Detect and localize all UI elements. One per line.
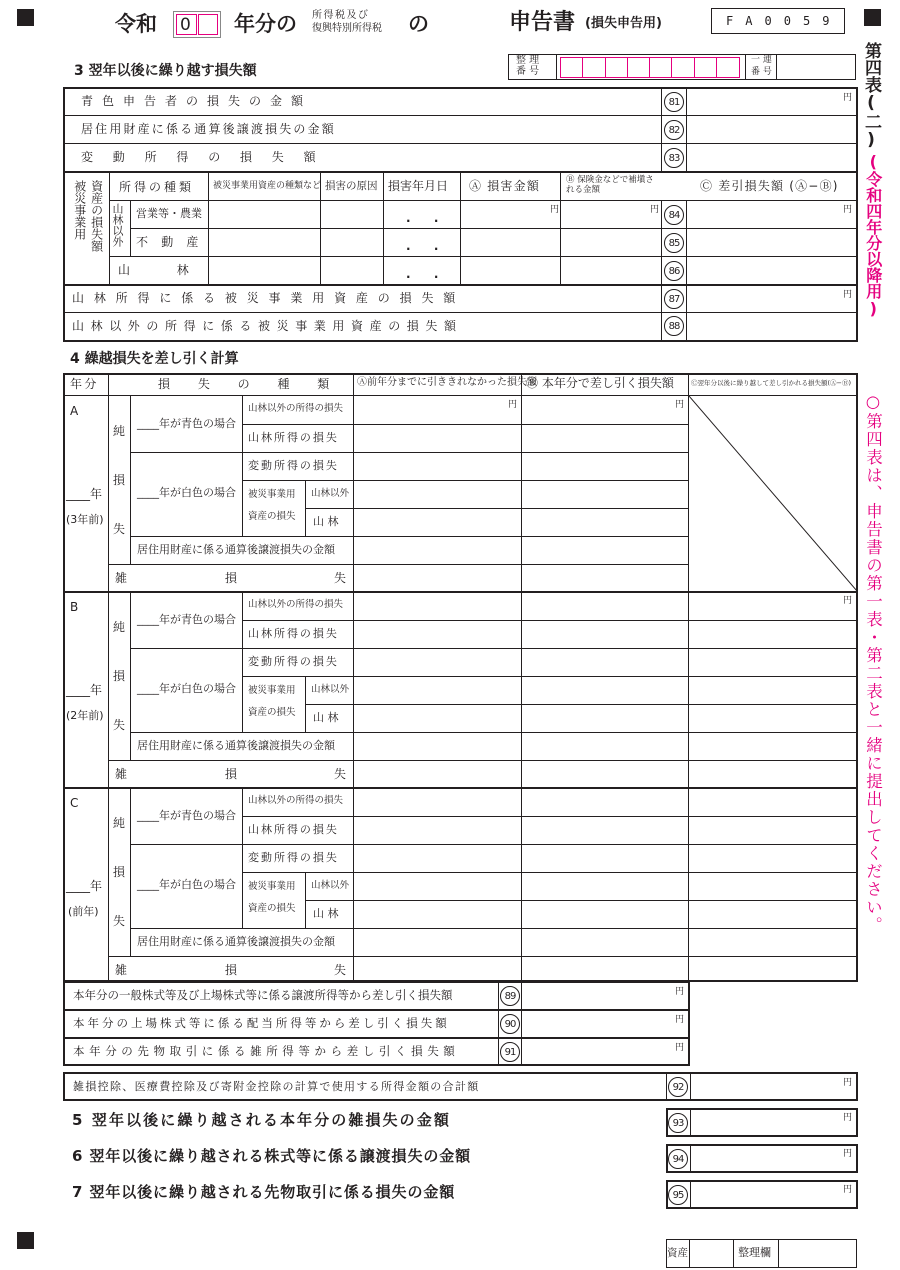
row86-insurance[interactable]: [562, 258, 658, 282]
header-col-a: Ⓐ前年分までに引ききれなかった損失額: [357, 377, 537, 388]
diagonal-strike: [689, 396, 857, 591]
year-suffix: 年分の: [234, 12, 297, 36]
form-title: 申告書: [509, 10, 576, 35]
registration-mark-top-right: [864, 9, 881, 26]
section7-title: 7 翌年以後に繰り越される先物取引に係る損失の金額: [72, 1183, 456, 1201]
circle-number-86: 86: [664, 261, 684, 281]
year-digit-2[interactable]: [198, 14, 218, 35]
form-code: F A 0 0 5 9: [726, 14, 832, 28]
section4-title: 4 繰越損失を差し引く計算: [70, 351, 239, 367]
circle-number-94: 94: [668, 1149, 688, 1169]
circle-number-85: 85: [664, 233, 684, 253]
row95-amount[interactable]: [692, 1192, 855, 1207]
registration-mark-top-left: [17, 9, 34, 26]
row92-amount[interactable]: [692, 1084, 855, 1099]
row82-amount[interactable]: [688, 118, 854, 141]
header-cause: 損害の原因: [325, 180, 378, 192]
row84-asset-type[interactable]: [210, 202, 318, 226]
row83-amount[interactable]: [688, 146, 854, 169]
header-damage-a: Ⓐ 損害金額: [469, 179, 541, 193]
circle-number-81: 81: [664, 92, 684, 112]
seiri-ran-input[interactable]: [780, 1241, 855, 1266]
row81-label: 青色申告者の損失の金額: [81, 94, 313, 108]
row89-amount[interactable]: [523, 993, 687, 1008]
header-loss-type: 損 失 の 種 類: [158, 377, 342, 391]
asset-input[interactable]: [691, 1241, 731, 1266]
row81-amount[interactable]: [688, 98, 854, 114]
row85-damage[interactable]: [462, 230, 558, 254]
row86-cause[interactable]: [322, 258, 381, 282]
row87-amount[interactable]: [688, 296, 854, 311]
circle-number-87: 87: [664, 289, 684, 309]
section6-title: 6 翌年以後に繰り越される株式等に係る譲渡損失の金額: [72, 1147, 472, 1165]
asset-label: 資産: [667, 1247, 688, 1259]
no-label: の: [408, 12, 429, 36]
header-col-b: Ⓑ 本年分で差し引く損失額: [526, 376, 674, 390]
circle-number-91: 91: [500, 1042, 520, 1062]
row85-net[interactable]: [688, 230, 854, 254]
year-digit-1[interactable]: 0: [176, 14, 197, 35]
section3-title: 3 翌年以後に繰り越す損失額: [74, 63, 257, 79]
row82-label: 居住用財産に係る通算後譲渡損失の金額: [81, 122, 336, 136]
row86-asset-type[interactable]: [210, 258, 318, 282]
row91-label: 本年分の先物取引に係る雑所得等から差し引く損失額: [73, 1044, 460, 1058]
row84-damage[interactable]: [462, 210, 558, 226]
circle-number-82: 82: [664, 120, 684, 140]
row92-label: 雑損控除、医療費控除及び寄附金控除の計算で使用する所得金額の合計額: [73, 1080, 480, 1093]
seiri-ran-label: 整理欄: [738, 1246, 771, 1259]
circle-number-83: 83: [664, 148, 684, 168]
table-label: 第四表(二): [861, 42, 881, 150]
disaster-side-label-a: 被災事業用: [72, 180, 87, 240]
row88-amount[interactable]: [688, 314, 854, 339]
circle-number-89: 89: [500, 986, 520, 1006]
era-label: 令和: [115, 12, 157, 36]
row93-amount[interactable]: [692, 1120, 855, 1135]
row86-net[interactable]: [688, 258, 854, 282]
seiri-bango-input[interactable]: [560, 57, 740, 78]
circle-number-93: 93: [668, 1113, 688, 1133]
row85-cause[interactable]: [322, 230, 381, 254]
header-insurance-b: Ⓑ 保険金などで補塡される金額: [566, 175, 654, 195]
row94-amount[interactable]: [692, 1156, 855, 1171]
header-income-type: 所得の種類: [119, 180, 195, 194]
row88-label: 山林以外の所得に係る被災事業用資産の損失額: [72, 319, 463, 333]
submission-note: ○第四表は、申告書の第一表・第二表と一緒に提出してください。: [863, 392, 883, 935]
circle-number-90: 90: [500, 1014, 520, 1034]
applicability-note: (令和四年分以降用): [863, 152, 883, 318]
row83-label: 変動所得の損失額: [81, 150, 336, 164]
row85-insurance[interactable]: [562, 230, 658, 254]
header-col-c: Ⓒ翌年分以後に繰り越して差し引かれる損失額(Ⓐ−Ⓑ): [691, 379, 852, 387]
header-net-c: Ⓒ 差引損失額 (Ⓐ−Ⓑ): [700, 179, 839, 193]
circle-number-95: 95: [668, 1185, 688, 1205]
form-code-box: [711, 8, 845, 34]
registration-mark-bottom-left: [17, 1232, 34, 1249]
row90-amount[interactable]: [523, 1021, 687, 1036]
row87-label: 山林所得に係る被災事業用資産の損失額: [72, 291, 466, 305]
form-title-sub: (損失申告用): [585, 16, 662, 31]
row86-damage[interactable]: [462, 258, 558, 282]
row89-label: 本年分の一般株式等及び上場株式等に係る譲渡所得等から差し引く損失額: [73, 988, 453, 1002]
row84-net[interactable]: [688, 210, 854, 226]
circle-number-92: 92: [668, 1077, 688, 1097]
header-year: 年分: [70, 377, 99, 391]
renban-input[interactable]: [778, 56, 854, 78]
row84-insurance[interactable]: [562, 210, 658, 226]
section5-title: 5 翌年以後に繰り越される本年分の雑損失の金額: [72, 1111, 451, 1129]
a-blue-nonforest-col-b[interactable]: [523, 407, 687, 423]
non-forest-group: 山林以外: [111, 203, 124, 247]
row84-cause[interactable]: [322, 202, 381, 226]
circle-number-84: 84: [664, 205, 684, 225]
a-blue-nonforest-col-a[interactable]: [355, 407, 519, 423]
row91-amount[interactable]: [523, 1049, 687, 1064]
row90-label: 本年分の上場株式等に係る配当所得等から差し引く損失額: [73, 1016, 450, 1030]
header-date: 損害年月日: [388, 179, 449, 193]
circle-number-88: 88: [664, 316, 684, 336]
header-asset-type: 被災事業用資産の種類など: [213, 181, 322, 191]
disaster-side-label-b: 資産の損失額: [89, 180, 104, 252]
tax-line-1: 所得税及び: [312, 10, 370, 21]
tax-line-2: 復興特別所得税: [312, 23, 382, 34]
row85-asset-type[interactable]: [210, 230, 318, 254]
